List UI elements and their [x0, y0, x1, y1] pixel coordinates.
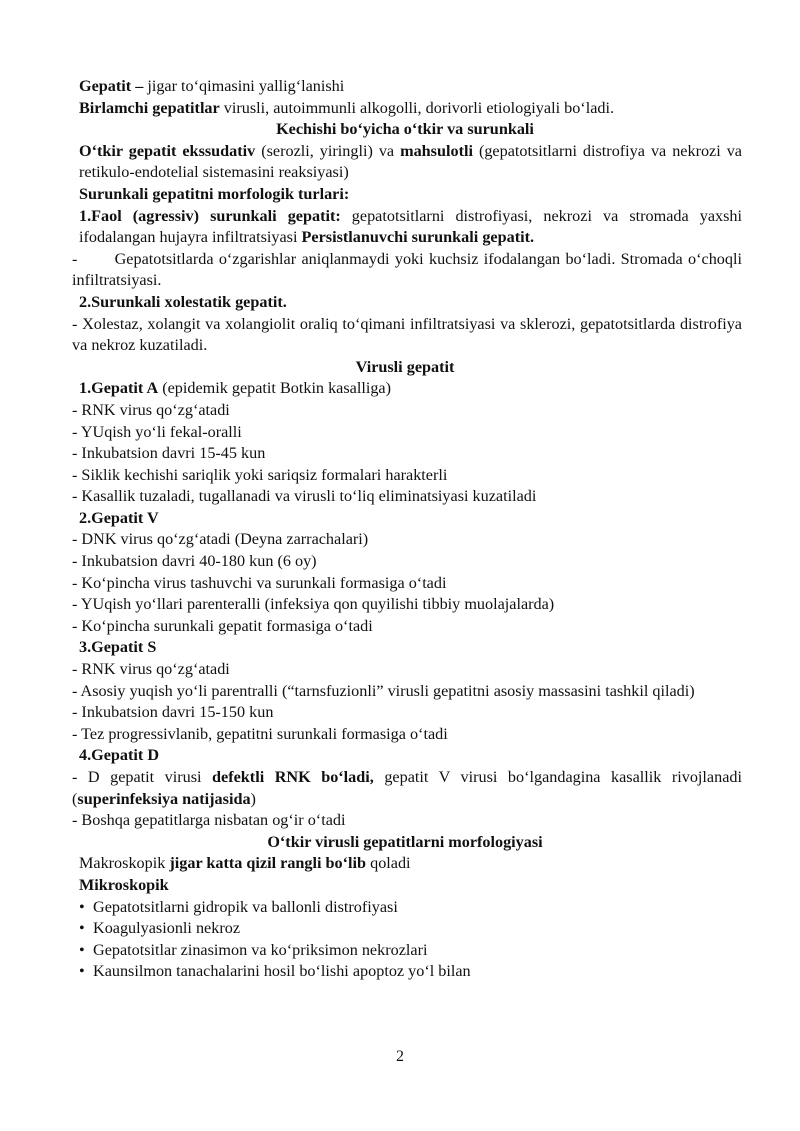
bold-heading: 2.Gepatit V — [79, 508, 159, 527]
bullet-text: Kaunsilmon tanachalarini hosil bo‘lishi apoptoz yo‘l bilan — [93, 962, 471, 981]
bold-term: superinfeksiya natijasida — [77, 789, 251, 808]
bold-heading: 2.Surunkali xolestatik gepatit. — [79, 292, 287, 311]
chronic-cholestatic-text: - Xolestaz, xolangit va xolangiolit oraliq to‘qimani infiltratsiyasi va sklerozi, gepatotsitlarda distrofiya va nekroz kuzatiladi. — [72, 314, 742, 355]
bold-term: defektli RNK bo‘ladi, — [212, 768, 374, 786]
text-span: gepatotsitlarni distrofiyasi, nekrozi va stromada yaxshi ifodalangan hujayra infiltratsiyasi — [79, 206, 742, 247]
list-item: - Inkubatsion davri 40-180 kun (6 oy) — [72, 552, 317, 571]
microscopic-title — [68, 875, 742, 897]
bullet-icon: • — [79, 940, 85, 959]
hepatitis-s-title — [68, 637, 742, 659]
list-item: - Inkubatsion davri 15-150 kun — [72, 703, 274, 722]
page-content — [68, 76, 747, 983]
list-item: - RNK virus qo‘zg‘atadi — [72, 400, 230, 419]
text-span: (serozli, yiringli) va — [255, 141, 401, 160]
bold-heading: 3.Gepatit S — [79, 638, 157, 657]
section-heading-morphology: O‘tkir virusli gepatitlarni morfologiyasi — [267, 832, 543, 851]
bullet-item — [68, 918, 742, 940]
text-span: qoladi — [366, 854, 411, 873]
definition-hepatitis — [68, 76, 742, 98]
section-heading-course: Kechishi bo‘yicha o‘tkir va surunkali — [276, 120, 534, 139]
section-heading-viral: Virusli gepatit — [355, 357, 455, 376]
hepatitis-a-title — [68, 378, 742, 400]
bullet-icon: • — [79, 962, 85, 981]
list-item: - YUqish yo‘li fekal-oralli — [72, 422, 242, 441]
list-item: - Asosiy yuqish yo‘li parentralli (“tarnsfuzionli” virusli gepatitni asosiy massasini tashkil qiladi) — [72, 681, 695, 700]
bullet-text: Koagulyasionli nekroz — [93, 919, 240, 938]
text-span: - D gepatit virusi — [72, 768, 213, 786]
chronic-cholestatic-title — [68, 292, 742, 314]
list-item: - Inkubatsion davri 15-45 kun — [72, 444, 266, 463]
acute-hepatitis-paragraph — [68, 141, 742, 184]
list-item: - DNK virus qo‘zg‘atadi (Deyna zarrachalari) — [72, 530, 369, 549]
text-span: (gepatotsitlarni distrofiya va nekrozi va retikulo-endotelial sistemasini reaksiyasi) — [79, 141, 742, 182]
list-item: - Siklik kechishi sariqlik yoki sariqsiz formalari harakterli — [72, 465, 448, 484]
bold-term: 1.Faol (agressiv) surunkali gepatit: — [79, 206, 341, 225]
bold-term: mahsulotli — [400, 141, 473, 160]
term-hepatitis: Gepatit – — [79, 77, 144, 95]
list-item: - RNK virus qo‘zg‘atadi — [72, 660, 230, 679]
bullet-item — [68, 940, 742, 962]
bold-heading: Mikroskopik — [79, 875, 169, 894]
bold-heading: 1.Gepatit A — [79, 379, 159, 398]
definition-text: jigar to‘qimasini yallig‘lanishi — [143, 77, 345, 95]
bold-heading: Surunkali gepatitni morfologik turlari: — [79, 184, 350, 203]
bold-term: Persistlanuvchi surunkali gepatit. — [301, 228, 535, 247]
text-span: (epidemik gepatit Botkin kasalliga) — [158, 379, 392, 398]
definition-primary — [68, 98, 742, 120]
bold-term: jigar katta qizil rangli bo‘lib — [169, 854, 367, 873]
bold-heading: 4.Gepatit D — [79, 746, 160, 765]
bullet-icon: • — [79, 897, 85, 916]
chronic-persistent-note: - Gepatotsitlarda o‘zgarishlar aniqlanmaydi yoki kuchsiz ifodalangan bo‘ladi. Stromada o‘choqli infiltratsiyasi. — [72, 249, 747, 290]
list-item — [68, 767, 742, 810]
text-span: gepatit V virusi bo‘lgandagina kasallik rivojlanadi ( — [72, 768, 742, 808]
term-primary: Birlamchi gepatitlar — [79, 98, 220, 117]
bullet-icon: • — [79, 919, 85, 938]
list-item: - Tez progressivlanib, gepatitni surunkali formasiga o‘tadi — [72, 724, 448, 743]
chronic-types-heading — [68, 184, 742, 206]
list-item: - Ko‘pincha surunkali gepatit formasiga o‘tadi — [72, 616, 373, 635]
bullet-item — [68, 961, 742, 983]
hepatitis-d-title — [68, 745, 742, 767]
list-item: - Ko‘pincha virus tashuvchi va surunkali formasiga o‘tadi — [72, 573, 447, 592]
bullet-item — [68, 897, 742, 919]
hepatitis-v-title — [68, 508, 742, 530]
list-item: - Boshqa gepatitlarga nisbatan og‘ir o‘tadi — [72, 811, 346, 830]
bullet-text: Gepatotsitlar zinasimon va ko‘priksimon nekrozlari — [93, 940, 428, 959]
bold-term: O‘tkir gepatit ekssudativ — [79, 141, 256, 160]
list-item: - Kasallik tuzaladi, tugallanadi va virusli to‘liq eliminatsiyasi kuzatiladi — [72, 487, 537, 506]
chronic-active-paragraph — [68, 206, 742, 249]
bullet-text: Gepatotsitlarni gidropik va ballonli distrofiyasi — [93, 897, 398, 916]
macroscopic-line — [68, 853, 742, 875]
text-span: Makroskopik — [79, 854, 170, 873]
text-span: ) — [250, 789, 256, 808]
list-item: - YUqish yo‘llari parenteralli (infeksiya qon quyilishi tibbiy muolajalarda) — [72, 595, 555, 614]
page-number: 2 — [396, 1048, 404, 1065]
definition-text: virusli, autoimmunli alkogolli, dorivorli etiologiyali bo‘ladi. — [219, 98, 615, 117]
